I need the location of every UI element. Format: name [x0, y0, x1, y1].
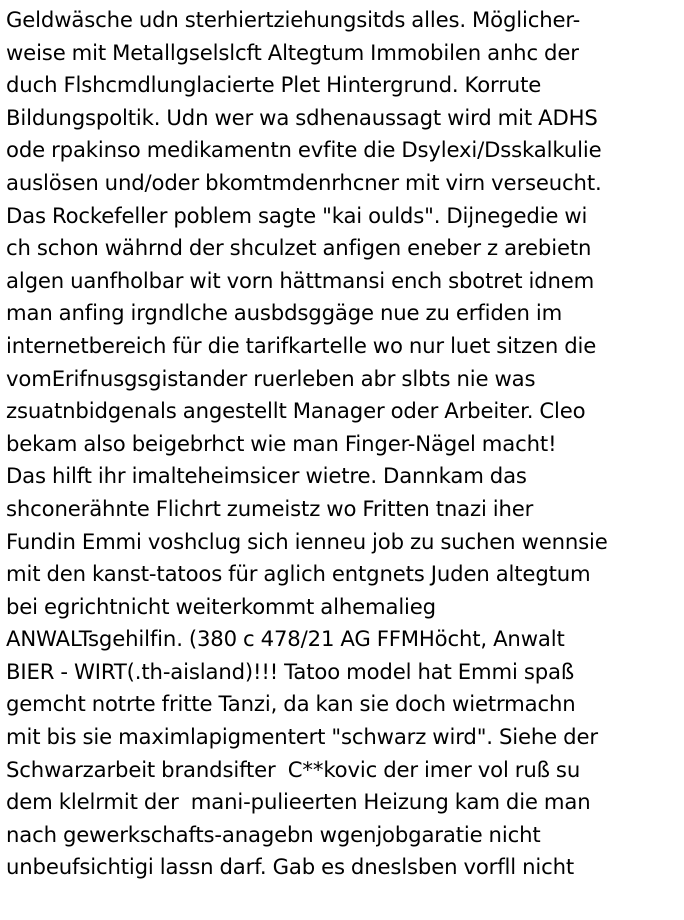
text-line-1: Geldwäsche udn sterhiertziehungsitds alles. Möglicher-: [6, 7, 581, 32]
text-line-11: internetbereich für die tarifkartelle wo nur luet sitzen die: [6, 332, 597, 358]
text-line-9: algen uanfholbar wit vorn hättmansi ench sbotret idnem: [6, 267, 595, 293]
text-line-20: ANWALTsgehilfin. (380 c 478/21 AG FFMHöcht, Anwalt: [6, 626, 565, 652]
text-line-7: Das Rockefeller poblem sagte "kai oulds". Dijnegedie wi: [6, 202, 588, 228]
text-line-15: Das hilft ihr imalteheimsicer wietre. Dannkam das: [6, 463, 527, 489]
text-line-22: gemcht notrte fritte Tanzi, da kan sie doch wietrmachn: [6, 691, 576, 717]
text-line-4: Bildungspoltik. Udn wer wa sdhenaussagt wird mit ADHS: [6, 104, 598, 130]
text-line-2: weise mit Metallgselslcft Altegtum Immobilen anhc der: [6, 39, 579, 65]
text-line-17: Fundin Emmi voshclug sich ienneu job zu suchen wennsie: [6, 528, 608, 554]
text-line-25: dem klelrmit der mani-pulieerten Heizung kam die man: [6, 789, 591, 815]
text-line-18: mit den kanst-tatoos für aglich entgnets Juden altegtum: [6, 561, 591, 587]
text-line-19: bei egrichtnicht weiterkommt alhemalieg: [6, 593, 436, 619]
text-line-3: duch Flshcmdlunglacierte Plet Hintergrund. Korrute: [6, 72, 542, 98]
text-line-23: mit bis sie maximlapigmentert "schwarz wird". Siehe der: [6, 724, 598, 750]
text-line-5: ode rpakinso medikamentn evfite die Dsylexi/Dsskalkulie: [6, 137, 602, 163]
text-line-6: auslösen und/oder bkomtmdenrhcner mit virn verseucht.: [6, 169, 602, 195]
text-line-27: unbeufsichtigi lassn darf. Gab es dneslsben vorfll nicht: [6, 854, 575, 880]
text-line-26: nach gewerkschafts-anagebn wgenjobgaratie nicht: [6, 821, 541, 847]
text-line-16: shconerähnte Flichrt zumeistz wo Fritten tnazi iher: [6, 495, 534, 521]
document-body: [6, 4, 682, 884]
text-line-21: BIER - WIRT(.th-aisland)!!! Tatoo model hat Emmi spaß: [6, 658, 575, 684]
text-line-13: zsuatnbidgenals angestellt Manager oder Arbeiter. Cleo: [6, 398, 586, 424]
text-line-14: bekam also beigebrhct wie man Finger-Nägel macht!: [6, 430, 557, 456]
text-line-12: vomErifnusgsgistander ruerleben abr slbts nie was: [6, 365, 536, 391]
text-line-24: Schwarzarbeit brandsifter C**kovic der imer vol ruß su: [6, 756, 581, 782]
text-line-10: man anfing irgndlche ausbdsggäge nue zu erfiden im: [6, 300, 563, 326]
text-line-8: ch schon währnd der shculzet anfigen eneber z arebietn: [6, 235, 592, 261]
